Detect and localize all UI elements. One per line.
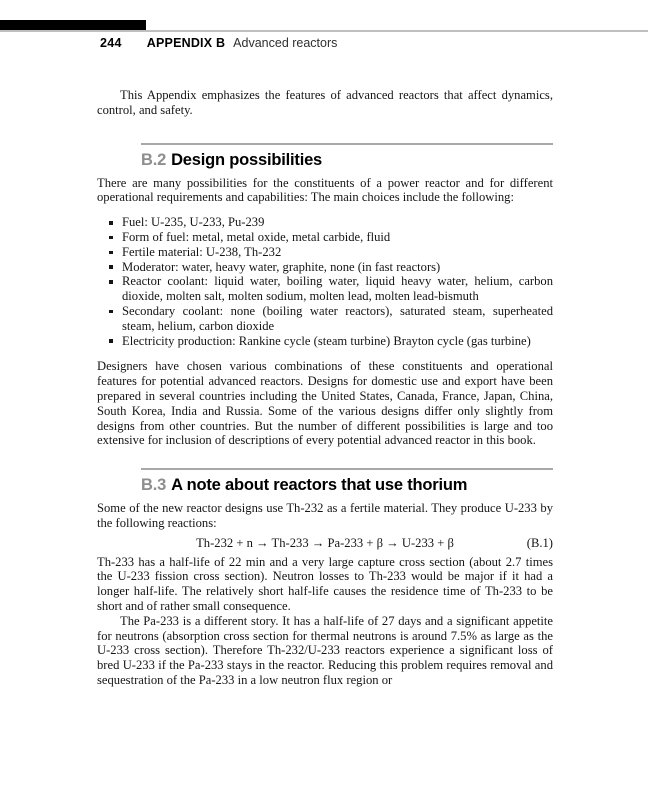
section-b2-title: Design possibilities xyxy=(171,150,323,169)
running-header xyxy=(100,36,337,50)
section-b2-closing-paragraph: Designers have chosen various combinations of these constituents and operational features for potential advanced reactors. Designs for domestic use and export have been prepared in several countries including the United States, Canada, France, Japan, China, South Korea, India and Russia. Some of the various designs differ only slightly from designs from other countries. But the number of different possibilities is large and too extensive for inclusion of descriptions of every potential advanced reactor in this book. xyxy=(97,359,553,448)
list-item: Moderator: water, heavy water, graphite, none (in fast reactors) xyxy=(97,260,553,275)
section-b3-heading xyxy=(141,468,553,495)
section-b3-paragraph-1: Th-233 has a half-life of 22 min and a very large capture cross section (about 2.7 times the U-233 fission cross section). Neutron losses to Th-233 would be major if it had a longer half-life. The relatively short half-life causes the residence time of Th-233 to be short and of rather small consequence. xyxy=(97,554,553,613)
list-item: Reactor coolant: liquid water, boiling water, liquid heavy water, helium, carbon dioxide, molten salt, molten sodium, molten lead, molten lead-bismuth xyxy=(97,274,553,304)
list-item: Secondary coolant: none (boiling water reactors), saturated steam, superheated steam, helium, carbon dioxide xyxy=(97,304,553,334)
equation-expression: Th-232 + n → Th-233 → Pa-233 + β → U-233 + β xyxy=(196,535,454,550)
section-b2-heading xyxy=(141,143,553,170)
section-b2-number: B.2 xyxy=(141,150,167,169)
header-rule xyxy=(0,30,648,32)
section-b3 xyxy=(97,468,553,688)
section-b3-number: B.3 xyxy=(141,476,167,495)
intro-paragraph: This Appendix emphasizes the features of advanced reactors that affect dynamics, control, and safety. xyxy=(97,88,553,117)
design-choices-list xyxy=(97,215,553,348)
equation-label: (B.1) xyxy=(526,535,553,550)
section-b2-intro: There are many possibilities for the constituents of a power reactor and for different operational requirements and capabilities: The main choices include the following: xyxy=(97,175,553,205)
section-b3-title: A note about reactors that use thorium xyxy=(171,476,468,495)
list-item: Electricity production: Rankine cycle (steam turbine) Brayton cycle (gas turbine) xyxy=(97,334,553,349)
top-left-black-bar xyxy=(0,20,146,30)
section-b3-intro: Some of the new reactor designs use Th-232 as a fertile material. They produce U-233 by the following reactions: xyxy=(97,501,553,530)
list-item: Fuel: U-235, U-233, Pu-239 xyxy=(97,215,553,230)
reaction-equation xyxy=(97,536,553,551)
page-number: 244 xyxy=(100,36,122,50)
page-body xyxy=(97,88,553,688)
section-b2 xyxy=(97,143,553,449)
list-item: Fertile material: U-238, Th-232 xyxy=(97,245,553,260)
appendix-title: Advanced reactors xyxy=(233,36,338,50)
section-b3-paragraph-2: The Pa-233 is a different story. It has a half-life of 27 days and a significant appetite for neutrons (absorption cross section for thermal neutrons is around 7.5% as large as the U-233 cross section). Therefore Th-232/U-233 reactors experience a significant loss of bred U-233 if the Pa-233 stays in the reactor. Reducing this problem requires removal and sequestration of the Pa-233 in a low neutron flux region or xyxy=(97,613,553,687)
appendix-label: APPENDIX B xyxy=(146,36,226,50)
list-item: Form of fuel: metal, metal oxide, metal carbide, fluid xyxy=(97,230,553,245)
